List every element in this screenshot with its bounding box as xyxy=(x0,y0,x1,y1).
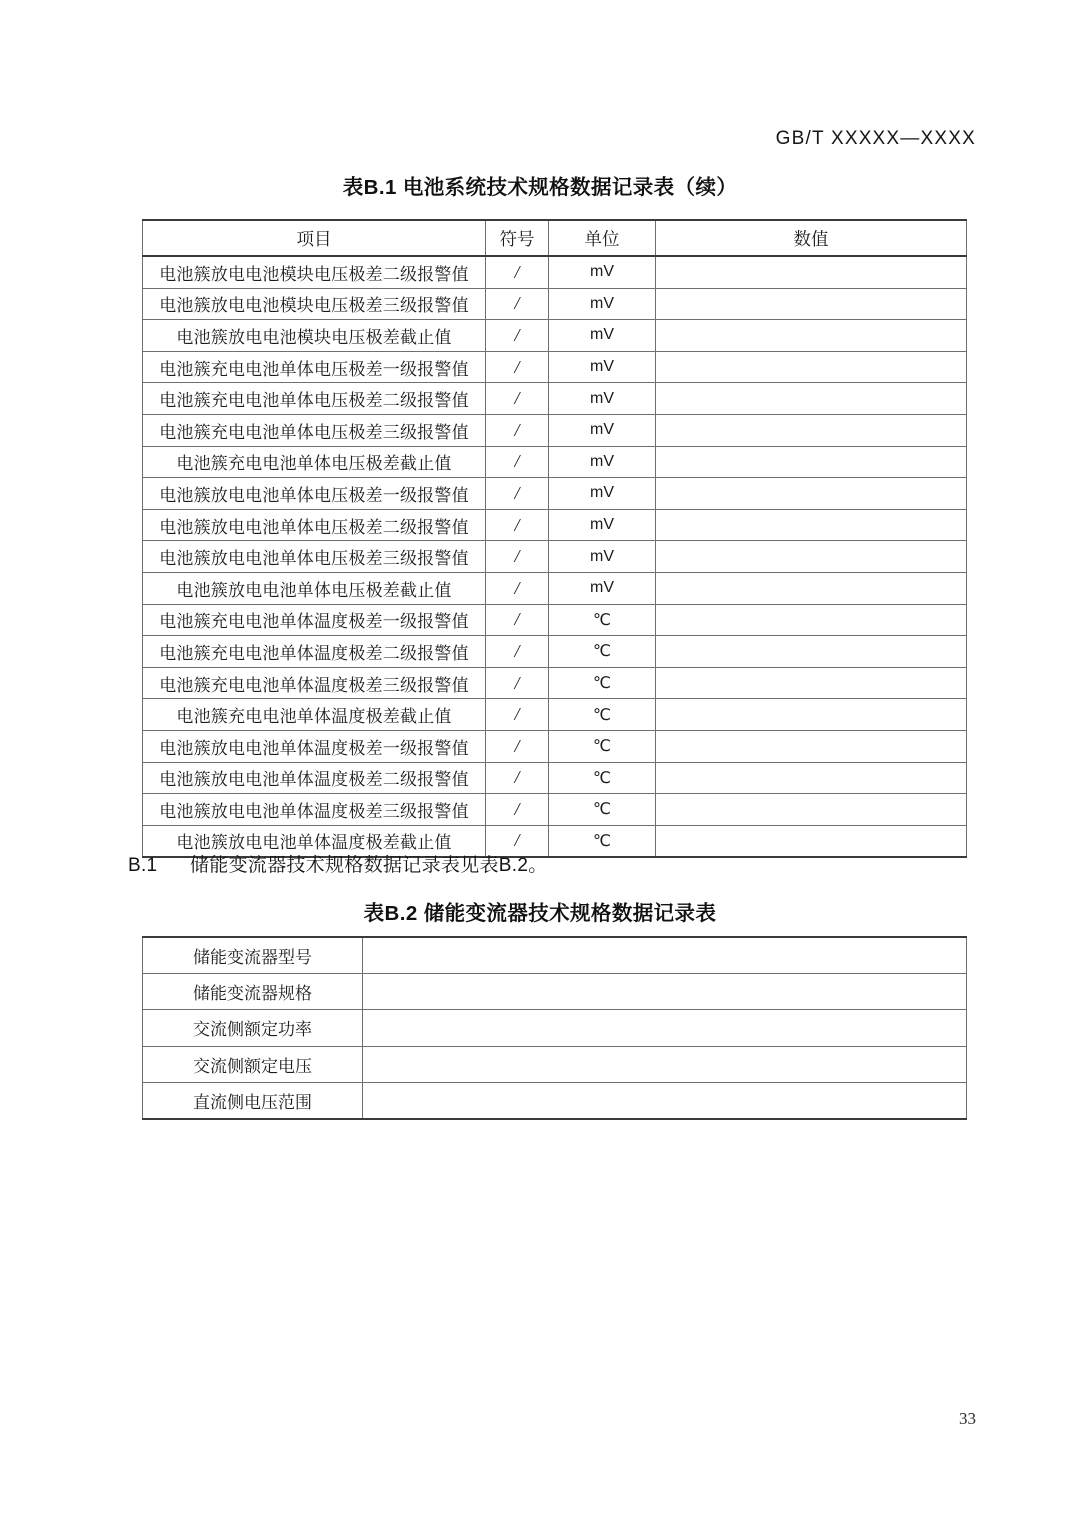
table-row xyxy=(143,541,967,573)
cell-unit: mV xyxy=(549,478,656,510)
cell-item: 电池簇放电电池单体温度极差一级报警值 xyxy=(143,730,486,762)
cell-value[interactable] xyxy=(363,974,967,1010)
cell-symbol: / xyxy=(486,667,549,699)
cell-unit: mV xyxy=(549,288,656,320)
clause-b1 xyxy=(128,850,976,877)
cell-value[interactable] xyxy=(363,1046,967,1082)
page-number: 33 xyxy=(959,1409,976,1428)
column-header-unit: 单位 xyxy=(549,220,656,256)
table-row xyxy=(143,636,967,668)
table-row xyxy=(143,937,967,974)
cell-symbol: / xyxy=(486,446,549,478)
table-row xyxy=(143,414,967,446)
cell-unit: ℃ xyxy=(549,762,656,794)
clause-text: 储能变流器技术规格数据记录表见表B.2。 xyxy=(190,855,548,876)
cell-symbol: / xyxy=(486,730,549,762)
cell-item: 电池簇充电电池单体电压极差一级报警值 xyxy=(143,351,486,383)
cell-unit: mV xyxy=(549,414,656,446)
cell-value[interactable] xyxy=(656,604,967,636)
cell-symbol: / xyxy=(486,572,549,604)
table-b1-caption: 表B.1 电池系统技术规格数据记录表（续） xyxy=(342,176,738,199)
cell-value[interactable] xyxy=(656,383,967,415)
table-row xyxy=(143,730,967,762)
cell-unit: mV xyxy=(549,320,656,352)
cell-unit: mV xyxy=(549,256,656,288)
cell-unit: ℃ xyxy=(549,667,656,699)
cell-item: 电池簇充电电池单体电压极差三级报警值 xyxy=(143,414,486,446)
running-header-standard-number: GB/T XXXXX—XXXX xyxy=(775,128,976,149)
cell-value[interactable] xyxy=(656,351,967,383)
cell-item: 电池簇放电电池单体温度极差截止值 xyxy=(143,825,486,857)
table-row xyxy=(143,383,967,415)
cell-symbol: / xyxy=(486,509,549,541)
cell-item: 电池簇充电电池单体温度极差三级报警值 xyxy=(143,667,486,699)
cell-label: 交流侧额定功率 xyxy=(143,1010,363,1046)
cell-symbol: / xyxy=(486,256,549,288)
cell-value[interactable] xyxy=(363,937,967,974)
table-row xyxy=(143,320,967,352)
cell-unit: ℃ xyxy=(549,699,656,731)
cell-item: 电池簇充电电池单体电压极差二级报警值 xyxy=(143,383,486,415)
cell-item: 电池簇放电电池单体电压极差三级报警值 xyxy=(143,541,486,573)
column-header-item: 项目 xyxy=(143,220,486,256)
cell-value[interactable] xyxy=(656,414,967,446)
table-row xyxy=(143,572,967,604)
cell-unit: ℃ xyxy=(549,794,656,826)
table-row xyxy=(143,699,967,731)
cell-unit: ℃ xyxy=(549,636,656,668)
table-b1-body xyxy=(143,256,967,857)
table-row xyxy=(143,256,967,288)
cell-value[interactable] xyxy=(656,256,967,288)
cell-unit: mV xyxy=(549,446,656,478)
cell-value[interactable] xyxy=(656,541,967,573)
clause-number: B.1 xyxy=(128,855,158,876)
cell-unit: mV xyxy=(549,572,656,604)
table-row xyxy=(143,446,967,478)
table-b2-body xyxy=(143,937,967,1119)
column-header-value: 数值 xyxy=(656,220,967,256)
cell-item: 电池簇放电电池模块电压极差三级报警值 xyxy=(143,288,486,320)
cell-unit: ℃ xyxy=(549,825,656,857)
table-row xyxy=(143,794,967,826)
cell-symbol: / xyxy=(486,636,549,668)
cell-item: 电池簇放电电池单体电压极差截止值 xyxy=(143,572,486,604)
table-b2-caption: 表B.2 储能变流器技术规格数据记录表 xyxy=(363,902,717,925)
cell-value[interactable] xyxy=(656,446,967,478)
table-b2 xyxy=(142,936,967,1120)
cell-value[interactable] xyxy=(656,572,967,604)
cell-value[interactable] xyxy=(656,478,967,510)
table-row xyxy=(143,974,967,1010)
cell-label: 储能变流器规格 xyxy=(143,974,363,1010)
cell-symbol: / xyxy=(486,825,549,857)
table-b1 xyxy=(142,219,967,858)
cell-unit: ℃ xyxy=(549,730,656,762)
cell-value[interactable] xyxy=(656,509,967,541)
cell-item: 电池簇放电电池模块电压极差二级报警值 xyxy=(143,256,486,288)
cell-symbol: / xyxy=(486,541,549,573)
cell-label: 储能变流器型号 xyxy=(143,937,363,974)
cell-label: 交流侧额定电压 xyxy=(143,1046,363,1082)
table-row xyxy=(143,509,967,541)
cell-item: 电池簇放电电池单体温度极差三级报警值 xyxy=(143,794,486,826)
table-row xyxy=(143,1010,967,1046)
cell-value[interactable] xyxy=(363,1082,967,1119)
cell-value[interactable] xyxy=(363,1010,967,1046)
cell-item: 电池簇充电电池单体温度极差截止值 xyxy=(143,699,486,731)
cell-value[interactable] xyxy=(656,320,967,352)
cell-unit: mV xyxy=(549,351,656,383)
cell-value[interactable] xyxy=(656,730,967,762)
cell-item: 电池簇放电电池模块电压极差截止值 xyxy=(143,320,486,352)
cell-symbol: / xyxy=(486,762,549,794)
cell-unit: ℃ xyxy=(549,604,656,636)
cell-symbol: / xyxy=(486,383,549,415)
cell-symbol: / xyxy=(486,320,549,352)
cell-symbol: / xyxy=(486,604,549,636)
table-row xyxy=(143,351,967,383)
cell-value[interactable] xyxy=(656,636,967,668)
cell-value[interactable] xyxy=(656,288,967,320)
cell-symbol: / xyxy=(486,478,549,510)
table-row xyxy=(143,762,967,794)
cell-item: 电池簇充电电池单体电压极差截止值 xyxy=(143,446,486,478)
cell-symbol: / xyxy=(486,699,549,731)
table-row xyxy=(143,1082,967,1119)
table-row xyxy=(143,478,967,510)
cell-value[interactable] xyxy=(656,667,967,699)
cell-value[interactable] xyxy=(656,794,967,826)
cell-item: 电池簇放电电池单体电压极差一级报警值 xyxy=(143,478,486,510)
cell-symbol: / xyxy=(486,794,549,826)
cell-symbol: / xyxy=(486,351,549,383)
table-row xyxy=(143,1046,967,1082)
table-b1-header-row xyxy=(143,220,967,256)
cell-item: 电池簇充电电池单体温度极差二级报警值 xyxy=(143,636,486,668)
column-header-symbol: 符号 xyxy=(486,220,549,256)
cell-unit: mV xyxy=(549,509,656,541)
cell-item: 电池簇充电电池单体温度极差一级报警值 xyxy=(143,604,486,636)
table-row xyxy=(143,604,967,636)
cell-item: 电池簇放电电池单体电压极差二级报警值 xyxy=(143,509,486,541)
cell-value[interactable] xyxy=(656,699,967,731)
cell-item: 电池簇放电电池单体温度极差二级报警值 xyxy=(143,762,486,794)
cell-unit: mV xyxy=(549,383,656,415)
table-row xyxy=(143,288,967,320)
cell-label: 直流侧电压范围 xyxy=(143,1082,363,1119)
cell-value[interactable] xyxy=(656,762,967,794)
table-row xyxy=(143,667,967,699)
cell-symbol: / xyxy=(486,414,549,446)
cell-unit: mV xyxy=(549,541,656,573)
cell-symbol: / xyxy=(486,288,549,320)
